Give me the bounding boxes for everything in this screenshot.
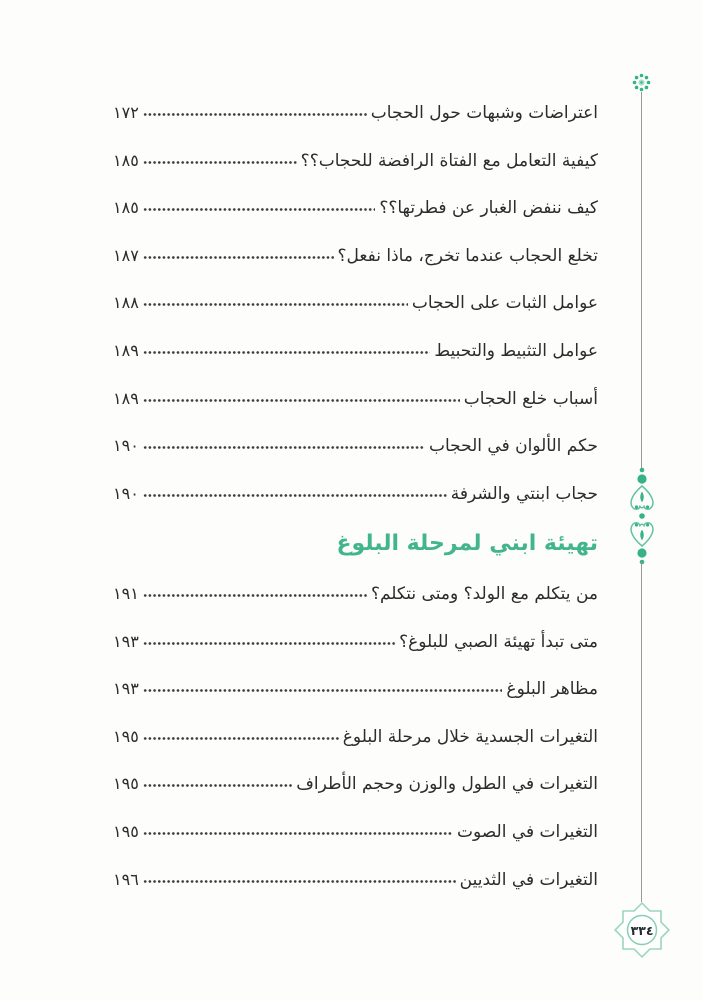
section-heading-text: تهيئة ابني لمرحلة البلوغ bbox=[336, 531, 598, 556]
toc-entry bbox=[113, 144, 598, 178]
dotted-leader bbox=[143, 492, 447, 499]
badge-page-number: ٣٣٤ bbox=[630, 922, 654, 938]
entry-page-number: ١٩٠ bbox=[113, 436, 139, 456]
page-number-badge bbox=[607, 895, 677, 965]
entry-page-number: ١٨٨ bbox=[113, 293, 139, 313]
spade-up bbox=[631, 486, 653, 509]
divider-line-upper bbox=[641, 92, 642, 470]
toc-entry bbox=[113, 96, 598, 130]
divider-line-lower bbox=[641, 562, 642, 902]
entry-title: التغيرات الجسدية خلال مرحلة البلوغ bbox=[342, 726, 598, 747]
entry-page-number: ١٨٩ bbox=[113, 341, 139, 360]
entry-title: متى تبدأ تهيئة الصبي للبلوغ؟ bbox=[399, 631, 598, 652]
toc-entry bbox=[113, 239, 598, 273]
entry-title: كيف ننفض الغبار عن فطرتها؟؟ bbox=[379, 198, 598, 219]
entry-title: تخلع الحجاب عندما تخرج، ماذا نفعل؟ bbox=[337, 245, 598, 266]
toc-entry bbox=[113, 720, 598, 754]
dotted-leader bbox=[143, 687, 503, 694]
entry-title: حكم الألوان في الحجاب bbox=[428, 436, 598, 457]
toc-entry bbox=[113, 334, 598, 368]
entry-page-number: ١٧٢ bbox=[113, 103, 139, 122]
toc-entry bbox=[113, 815, 598, 849]
entry-page-number: ١٩٥ bbox=[113, 726, 139, 746]
entry-page-number: ١٨٧ bbox=[113, 245, 139, 265]
entry-title: التغيرات في الصوت bbox=[456, 822, 598, 842]
toc-entry bbox=[113, 577, 598, 611]
entry-page-number: ١٨٥ bbox=[113, 198, 139, 218]
entry-page-number: ١٩٠ bbox=[113, 483, 139, 503]
dotted-leader bbox=[143, 444, 425, 451]
dotted-leader bbox=[143, 592, 367, 599]
section-heading bbox=[113, 522, 598, 566]
dotted-leader bbox=[143, 735, 339, 742]
dotted-leader bbox=[143, 878, 456, 885]
entry-page-number: ١٨٥ bbox=[113, 150, 139, 170]
entry-page-number: ١٩٥ bbox=[113, 774, 139, 794]
dotted-leader bbox=[143, 397, 460, 404]
entry-page-number: ١٩٥ bbox=[113, 822, 139, 841]
entry-title: اعتراضات وشبهات حول الحجاب bbox=[370, 103, 598, 123]
dotted-leader bbox=[143, 301, 408, 308]
dotted-leader bbox=[143, 111, 367, 118]
entry-title: التغيرات في الطول والوزن وحجم الأطراف bbox=[296, 774, 598, 795]
entry-title: التغيرات في الثديين bbox=[459, 869, 598, 890]
entry-page-number: ١٩٣ bbox=[113, 679, 139, 699]
toc-entry bbox=[113, 625, 598, 659]
spade-down bbox=[631, 523, 653, 546]
entry-page-number: ١٩٣ bbox=[113, 631, 139, 651]
entry-title: من يتكلم مع الولد؟ ومتى نتكلم؟ bbox=[370, 584, 598, 604]
dotted-leader bbox=[143, 206, 376, 213]
entry-title: عوامل الثبات على الحجاب bbox=[411, 293, 598, 314]
dotted-leader bbox=[143, 349, 431, 356]
toc-entry bbox=[113, 767, 598, 801]
dotted-leader bbox=[143, 159, 297, 166]
toc-entry bbox=[113, 672, 598, 706]
dotted-leader bbox=[143, 640, 395, 647]
arabesque-ornament-icon bbox=[622, 466, 662, 566]
entry-page-number: ١٩١ bbox=[113, 584, 139, 603]
dotted-leader bbox=[143, 254, 334, 261]
entry-title: حجاب ابنتي والشرفة bbox=[450, 483, 598, 504]
toc-entry bbox=[113, 382, 598, 416]
entry-page-number: ١٨٩ bbox=[113, 388, 139, 408]
toc-entry bbox=[113, 429, 598, 463]
toc-entry bbox=[113, 477, 598, 511]
entry-title: مظاهر البلوغ bbox=[506, 679, 598, 700]
entry-title: عوامل التثبيط والتحبيط bbox=[434, 341, 598, 361]
entry-page-number: ١٩٦ bbox=[113, 869, 139, 889]
dotted-leader bbox=[143, 830, 453, 837]
entry-title: كيفية التعامل مع الفتاة الرافضة للحجاب؟؟ bbox=[300, 150, 598, 171]
toc-entry bbox=[113, 191, 598, 225]
dotted-leader bbox=[143, 782, 293, 789]
toc-entry bbox=[113, 286, 598, 320]
entry-title: أسباب خلع الحجاب bbox=[463, 388, 598, 409]
toc-entry bbox=[113, 863, 598, 897]
